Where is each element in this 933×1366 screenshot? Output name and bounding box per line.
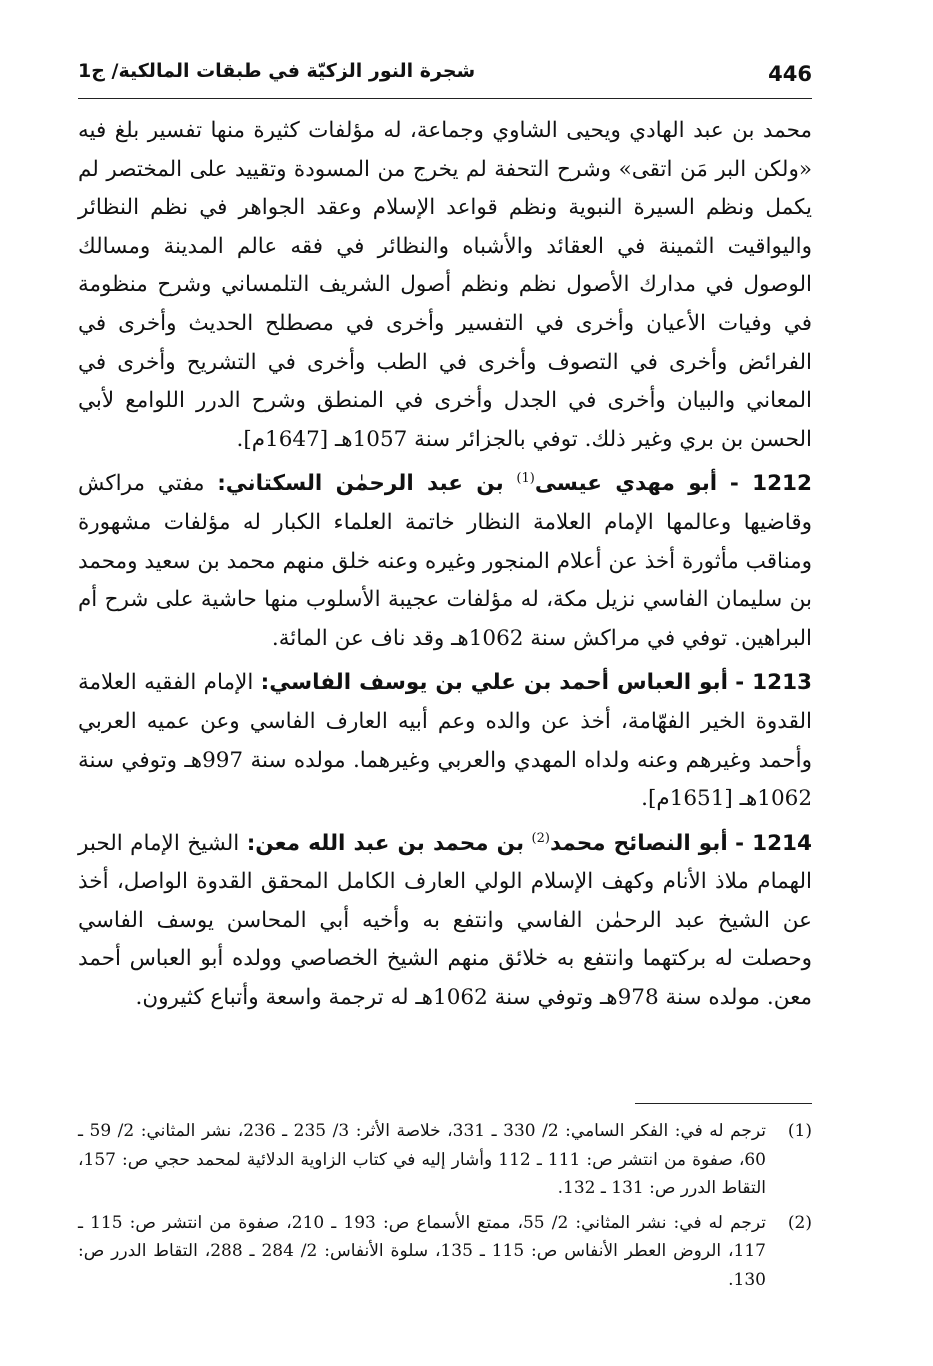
entry-number: 1213 -	[735, 670, 813, 696]
footnotes	[78, 1117, 812, 1294]
footnote-mark: (1)	[787, 1121, 812, 1141]
running-title: شجرة النور الزكيّة في طبقات المالكية/ ج1	[78, 60, 476, 82]
header-rule	[78, 98, 812, 99]
entry-name-rest: بن عبد الرحمٰن السكتاني:	[217, 471, 504, 497]
footnote-ref: (2)	[531, 830, 550, 846]
entry-text: الإمام الفقيه العلامة القدوة الخير الفهّامة، أخذ عن والده وعم أبيه العارف الفاسي وعن عميه العربي وأحمد وغيرهم وعنه ولداه المهدي والعربي وغيرهما. مولده سنة 997هـ وتوفي سنة 1062هـ [1651م].	[78, 670, 812, 812]
entry-name: أبو النصائح محمد	[549, 830, 728, 856]
entry-text: الشيخ الإمام الحبر الهمام ملاذ الأنام وكهف الإسلام الولي العارف الكامل المحقق القدوة الواصل، أخذ عن الشيخ عبد الرحمٰن الفاسي وانتفع به وأخيه أبي المحاسن يوسف الفاسي وحصلت له بركتهما وانتفع به خلائق منهم الشيخ الخصاصي وولده أبو العباس أحمد معن. مولده سنة 978هـ وتوفي سنة 1062هـ له ترجمة واسعة وأتباع كثيرون.	[78, 830, 812, 1011]
entry-text: مفتي مراكش وقاضيها وعالمها الإمام العلامة النظار خاتمة العلماء الكبار له مؤلفات مشهورة ومناقب مأثورة أخذ عن أعلام المنجور وغيره وعنه خلق منهم محمد بن سعيد ومحمد بن سليمان الفاسي نزيل مكة، له مؤلفات عجيبة الأسلوب منها حاشية على شرح أم البراهين. توفي في مراكش سنة 1062هـ وقد ناف عن المائة.	[78, 471, 812, 651]
footnote-2	[78, 1209, 812, 1295]
entry-number: 1214 -	[735, 830, 812, 856]
entry-1214	[78, 825, 812, 1018]
footnote-1	[78, 1117, 812, 1203]
entry-name: أبو مهدي عيسى	[534, 471, 718, 497]
footnote-mark: (2)	[787, 1212, 812, 1233]
entry-number: 1212 -	[729, 471, 812, 497]
entry-name-rest: بن محمد بن عبد الله معن:	[246, 830, 525, 856]
footnote-text: ترجم له في: الفكر السامي: 2/ 330 ـ 331، خلاصة الأثر: 3/ 235 ـ 236، نشر المثاني: 2/ 59 ـ 60، صفوة من انتشر ص: 111 ـ 112 وأشار إليه في كتاب الزاوية الدلائية لمحمد حجي ص: 157، التقاط الدرر ص: 131 ـ 132.	[78, 1121, 766, 1198]
footnote-text: ترجم له في: نشر المثاني: 2/ 55، ممتع الأسماع ص: 193 ـ 210، صفوة من انتشر ص: 115 ـ 117، الروض العطر الأنفاس ص: 115 ـ 135، سلوة الأنفاس: 2/ 284 ـ 288، التقاط الدرر ص: 130.	[78, 1212, 767, 1290]
entry-name: أبو العباس أحمد بن علي بن يوسف الفاسي:	[260, 670, 728, 696]
intro-paragraph: محمد بن عبد الهادي ويحيى الشاوي وجماعة، له مؤلفات كثيرة منها تفسير بلغ فيه «ولكن البر مَن اتقى» وشرح التحفة لم يخرج من المسودة وتقييد على المختصر لم يكمل ونظم السيرة النبوية ونظم قواعد الإسلام وعقد الجواهر في نظم النظائر واليواقيت الثمينة في العقائد والأشباه والنظائر في فقه عالم المدينة ومسالك الوصول في مدارك الأصول نظم ونظم أصول الشريف التلمساني وشرح منظومة في وفيات الأعيان وأخرى في التفسير وأخرى في مصطلح الحديث وأخرى في الفرائض وأخرى في التصوف وأخرى في الطب وأخرى في التشريح وأخرى في المعاني والبيان وأخرى في الجدل وأخرى في المنطق وشرح الدرر اللوامع لأبي الحسن بن بري وغير ذلك. توفي بالجزائر سنة 1057هـ [1647م].	[78, 118, 812, 452]
running-header	[78, 60, 812, 100]
main-text	[78, 112, 812, 1018]
entry-1212	[78, 465, 812, 658]
page-number: 446	[768, 62, 812, 86]
footnote-ref: (1)	[516, 471, 535, 487]
footnote-separator	[635, 1103, 812, 1104]
entry-1213	[78, 664, 812, 818]
